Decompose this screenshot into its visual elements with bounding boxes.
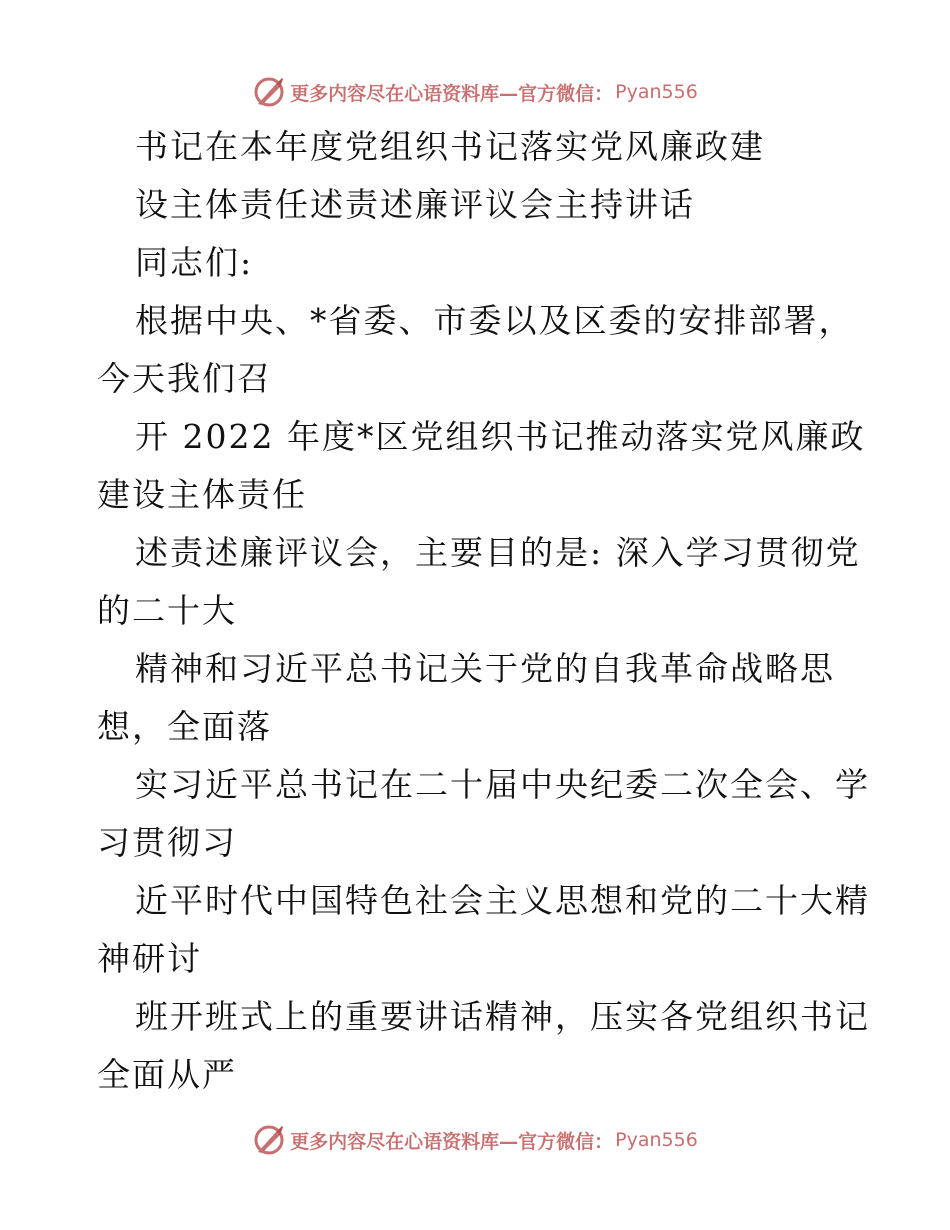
body-line: 根据中央、*省委、市委以及区委的安排部署，	[135, 301, 854, 340]
document-body	[97, 118, 870, 1104]
footer-banner	[0, 1120, 950, 1160]
banner-wechat-id: Pyan556	[615, 81, 698, 103]
quill-pen-logo-icon	[252, 1123, 286, 1157]
header-banner	[0, 72, 950, 112]
body-line: 近平时代中国特色社会主义思想和党的二十大精	[135, 881, 870, 920]
body-line: 班开班式上的重要讲话精神，压实各党组织书记	[135, 997, 870, 1036]
body-line: 习贯彻习	[97, 823, 237, 862]
banner-wechat-id: Pyan556	[615, 1129, 698, 1151]
body-line: 神研讨	[97, 939, 202, 978]
body-line: 书记在本年度党组织书记落实党风廉政建	[135, 127, 765, 166]
body-line: 全面从严	[97, 1055, 237, 1094]
body-line: 述责述廉评议会，主要目的是: 深入学习贯彻党	[135, 533, 861, 572]
banner-text: 更多内容尽在心语资料库—官方微信：	[290, 82, 614, 105]
body-line: 设主体责任述责述廉评议会主持讲话	[135, 185, 695, 224]
body-line: 想，全面落	[97, 707, 272, 746]
body-line: 开 2022 年度*区党组织书记推动落实党风廉政	[135, 417, 866, 456]
body-line: 的二十大	[97, 591, 237, 630]
banner-text: 更多内容尽在心语资料库—官方微信：	[290, 1130, 614, 1153]
quill-pen-logo-icon	[252, 75, 286, 109]
body-line: 实习近平总书记在二十届中央纪委二次全会、学	[135, 765, 870, 804]
body-line: 精神和习近平总书记关于党的自我革命战略思	[135, 649, 835, 688]
body-line: 同志们:	[135, 243, 254, 282]
body-line: 今天我们召	[97, 359, 272, 398]
body-line: 建设主体责任	[97, 475, 307, 514]
